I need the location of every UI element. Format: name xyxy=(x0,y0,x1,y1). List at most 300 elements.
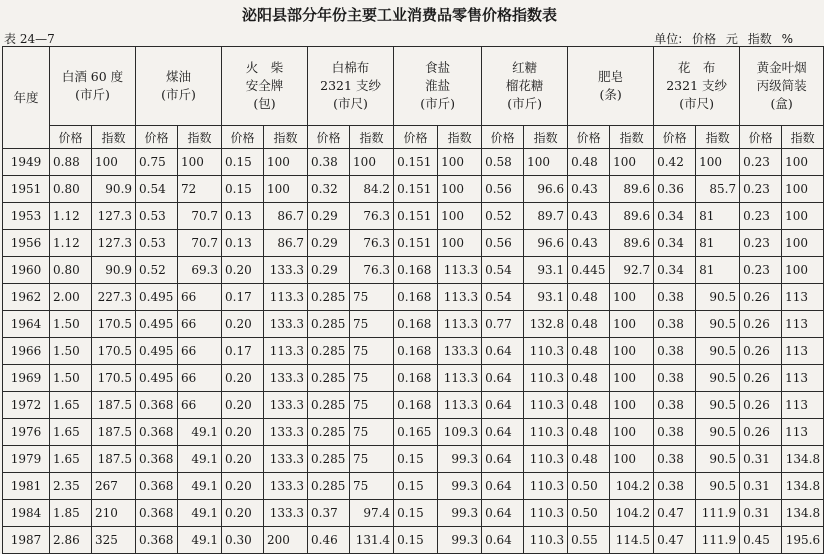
unit-price-unit: 元 xyxy=(725,32,738,46)
index-cell: 89.7 xyxy=(524,203,568,230)
price-cell: 0.64 xyxy=(482,500,524,527)
price-cell: 0.20 xyxy=(222,419,264,446)
price-cell: 2.35 xyxy=(50,473,92,500)
unit-price: 价格 xyxy=(692,32,717,46)
price-cell: 0.48 xyxy=(568,284,610,311)
product-header xyxy=(740,47,824,126)
price-cell: 0.80 xyxy=(50,257,92,284)
index-cell: 86.7 xyxy=(264,230,308,257)
index-cell: 75 xyxy=(350,284,394,311)
index-cell: 92.7 xyxy=(610,257,654,284)
price-cell: 0.53 xyxy=(136,203,178,230)
price-cell: 0.42 xyxy=(654,149,696,176)
index-cell: 81 xyxy=(696,203,740,230)
price-cell: 0.285 xyxy=(308,365,350,392)
price-cell: 0.36 xyxy=(654,176,696,203)
index-cell: 100 xyxy=(610,392,654,419)
price-cell: 1.12 xyxy=(50,203,92,230)
price-cell: 0.34 xyxy=(654,203,696,230)
price-cell: 0.26 xyxy=(740,338,782,365)
year-cell: 1956 xyxy=(3,230,50,257)
year-cell: 1966 xyxy=(3,338,50,365)
price-cell: 0.165 xyxy=(394,419,438,446)
page-title: 泌阳县部分年份主要工业消费品零售价格指数表 xyxy=(241,6,557,24)
index-cell: 72 xyxy=(178,176,222,203)
price-cell: 0.151 xyxy=(394,203,438,230)
index-cell: 75 xyxy=(350,392,394,419)
product-header-line: (市斤) xyxy=(507,96,542,111)
table-number: 表 24—7 xyxy=(4,32,55,46)
product-header-line: (市尺) xyxy=(333,96,368,111)
price-cell: 0.56 xyxy=(482,176,524,203)
product-header-line: 黄金叶烟 xyxy=(756,60,807,75)
price-cell: 0.20 xyxy=(222,365,264,392)
price-cell: 0.77 xyxy=(482,311,524,338)
price-cell: 0.285 xyxy=(308,338,350,365)
index-cell: 75 xyxy=(350,311,394,338)
price-cell: 0.368 xyxy=(136,500,178,527)
index-cell: 90.5 xyxy=(696,338,740,365)
price-cell: 0.53 xyxy=(136,230,178,257)
year-cell: 1962 xyxy=(3,284,50,311)
index-cell: 100 xyxy=(92,149,136,176)
price-cell: 0.31 xyxy=(740,473,782,500)
price-cell: 0.495 xyxy=(136,284,178,311)
index-cell: 66 xyxy=(178,392,222,419)
price-cell: 0.15 xyxy=(222,176,264,203)
index-cell: 90.5 xyxy=(696,311,740,338)
index-subheader: 指数 xyxy=(350,126,394,149)
index-cell: 99.3 xyxy=(438,527,482,554)
index-subheader: 指数 xyxy=(438,126,482,149)
price-index-table xyxy=(2,46,824,554)
price-cell: 0.52 xyxy=(482,203,524,230)
price-cell: 0.54 xyxy=(136,176,178,203)
index-cell: 81 xyxy=(696,257,740,284)
price-cell: 0.168 xyxy=(394,284,438,311)
product-header-line: 食盐 xyxy=(425,60,451,75)
price-cell: 0.168 xyxy=(394,257,438,284)
index-cell: 100 xyxy=(524,149,568,176)
index-cell: 70.7 xyxy=(178,230,222,257)
index-cell: 89.6 xyxy=(610,230,654,257)
price-cell: 0.48 xyxy=(568,149,610,176)
index-cell: 325 xyxy=(92,527,136,554)
year-cell: 1953 xyxy=(3,203,50,230)
index-cell: 100 xyxy=(610,149,654,176)
price-cell: 0.31 xyxy=(740,446,782,473)
index-cell: 70.7 xyxy=(178,203,222,230)
price-cell: 0.38 xyxy=(654,419,696,446)
index-cell: 134.8 xyxy=(782,500,824,527)
index-cell: 133.3 xyxy=(264,392,308,419)
price-cell: 0.38 xyxy=(654,365,696,392)
index-cell: 134.8 xyxy=(782,473,824,500)
table-row xyxy=(3,149,824,176)
index-cell: 170.5 xyxy=(92,311,136,338)
product-header-line: (市斤) xyxy=(161,87,196,102)
price-cell: 0.38 xyxy=(654,392,696,419)
index-cell: 100 xyxy=(438,203,482,230)
price-cell: 0.48 xyxy=(568,338,610,365)
index-cell: 93.1 xyxy=(524,257,568,284)
product-header-line: 2321 支纱 xyxy=(320,78,381,93)
price-cell: 0.23 xyxy=(740,176,782,203)
price-cell: 0.13 xyxy=(222,230,264,257)
price-cell: 0.23 xyxy=(740,257,782,284)
price-cell: 0.38 xyxy=(308,149,350,176)
index-cell: 100 xyxy=(610,419,654,446)
unit-label: 单位: xyxy=(654,32,683,46)
price-cell: 0.368 xyxy=(136,527,178,554)
price-cell: 0.29 xyxy=(308,203,350,230)
price-cell: 0.20 xyxy=(222,446,264,473)
price-cell: 0.285 xyxy=(308,311,350,338)
index-cell: 100 xyxy=(610,311,654,338)
year-cell: 1949 xyxy=(3,149,50,176)
index-cell: 170.5 xyxy=(92,365,136,392)
price-cell: 0.495 xyxy=(136,365,178,392)
product-header-line: 2321 支纱 xyxy=(666,78,728,93)
index-cell: 96.6 xyxy=(524,230,568,257)
index-cell: 127.3 xyxy=(92,230,136,257)
price-cell: 0.38 xyxy=(654,446,696,473)
index-cell: 132.8 xyxy=(524,311,568,338)
product-header xyxy=(394,47,482,126)
index-cell: 113.3 xyxy=(264,338,308,365)
index-subheader: 指数 xyxy=(610,126,654,149)
index-cell: 210 xyxy=(92,500,136,527)
index-cell: 100 xyxy=(610,446,654,473)
index-cell: 89.6 xyxy=(610,203,654,230)
index-cell: 104.2 xyxy=(610,473,654,500)
product-header-line: 煤油 xyxy=(166,69,192,84)
index-cell: 187.5 xyxy=(92,446,136,473)
price-cell: 0.15 xyxy=(394,473,438,500)
price-cell: 0.50 xyxy=(568,473,610,500)
index-cell: 100 xyxy=(350,149,394,176)
price-cell: 0.80 xyxy=(50,176,92,203)
price-cell: 0.88 xyxy=(50,149,92,176)
price-cell: 1.85 xyxy=(50,500,92,527)
index-cell: 133.3 xyxy=(264,257,308,284)
index-cell: 100 xyxy=(782,149,824,176)
index-cell: 76.3 xyxy=(350,203,394,230)
price-cell: 0.54 xyxy=(482,257,524,284)
index-cell: 133.3 xyxy=(264,311,308,338)
index-cell: 49.1 xyxy=(178,446,222,473)
price-cell: 0.20 xyxy=(222,500,264,527)
index-cell: 111.9 xyxy=(696,500,740,527)
index-cell: 133.3 xyxy=(264,365,308,392)
product-header-line: (条) xyxy=(599,87,622,102)
index-cell: 187.5 xyxy=(92,392,136,419)
price-cell: 0.47 xyxy=(654,527,696,554)
product-header xyxy=(308,47,394,126)
product-header-line: 榴花糖 xyxy=(505,78,544,93)
index-cell: 76.3 xyxy=(350,257,394,284)
index-subheader: 指数 xyxy=(178,126,222,149)
index-cell: 100 xyxy=(438,230,482,257)
index-cell: 90.5 xyxy=(696,473,740,500)
index-cell: 100 xyxy=(178,149,222,176)
index-cell: 99.3 xyxy=(438,500,482,527)
price-cell: 0.285 xyxy=(308,284,350,311)
index-cell: 81 xyxy=(696,230,740,257)
price-cell: 0.26 xyxy=(740,311,782,338)
price-cell: 0.50 xyxy=(568,500,610,527)
product-header xyxy=(136,47,222,126)
index-cell: 66 xyxy=(178,284,222,311)
price-cell: 0.64 xyxy=(482,446,524,473)
table-row xyxy=(3,230,824,257)
table-row xyxy=(3,419,824,446)
index-cell: 100 xyxy=(264,149,308,176)
price-cell: 0.75 xyxy=(136,149,178,176)
index-cell: 113.3 xyxy=(438,365,482,392)
price-cell: 0.37 xyxy=(308,500,350,527)
year-cell: 1972 xyxy=(3,392,50,419)
price-cell: 0.168 xyxy=(394,365,438,392)
index-cell: 85.7 xyxy=(696,176,740,203)
index-cell: 96.6 xyxy=(524,176,568,203)
index-cell: 100 xyxy=(782,257,824,284)
price-cell: 0.168 xyxy=(394,338,438,365)
index-cell: 69.3 xyxy=(178,257,222,284)
index-cell: 86.7 xyxy=(264,203,308,230)
price-cell: 0.48 xyxy=(568,446,610,473)
price-cell: 0.26 xyxy=(740,419,782,446)
year-cell: 1981 xyxy=(3,473,50,500)
product-header-line: (市斤) xyxy=(420,96,455,111)
index-cell: 133.3 xyxy=(264,419,308,446)
index-cell: 133.3 xyxy=(264,446,308,473)
price-cell: 0.55 xyxy=(568,527,610,554)
year-header: 年度 xyxy=(3,47,50,149)
price-cell: 0.48 xyxy=(568,419,610,446)
price-cell: 0.45 xyxy=(740,527,782,554)
price-cell: 2.86 xyxy=(50,527,92,554)
index-cell: 97.4 xyxy=(350,500,394,527)
index-cell: 100 xyxy=(782,203,824,230)
price-cell: 0.47 xyxy=(654,500,696,527)
price-cell: 0.368 xyxy=(136,473,178,500)
price-cell: 0.15 xyxy=(394,500,438,527)
table-row xyxy=(3,311,824,338)
price-subheader: 价格 xyxy=(50,126,92,149)
price-subheader: 价格 xyxy=(136,126,178,149)
table-row xyxy=(3,500,824,527)
index-cell: 49.1 xyxy=(178,419,222,446)
price-cell: 0.495 xyxy=(136,311,178,338)
price-cell: 0.151 xyxy=(394,230,438,257)
table-row xyxy=(3,392,824,419)
index-cell: 100 xyxy=(264,176,308,203)
price-cell: 0.20 xyxy=(222,311,264,338)
index-cell: 113.3 xyxy=(438,392,482,419)
product-header xyxy=(482,47,568,126)
price-cell: 0.495 xyxy=(136,338,178,365)
index-cell: 200 xyxy=(264,527,308,554)
year-cell: 1987 xyxy=(3,527,50,554)
table-row xyxy=(3,257,824,284)
price-cell: 0.48 xyxy=(568,311,610,338)
index-cell: 49.1 xyxy=(178,473,222,500)
index-cell: 75 xyxy=(350,365,394,392)
price-cell: 1.50 xyxy=(50,365,92,392)
index-cell: 113 xyxy=(782,392,824,419)
price-cell: 0.26 xyxy=(740,365,782,392)
price-cell: 1.65 xyxy=(50,419,92,446)
price-cell: 0.285 xyxy=(308,419,350,446)
price-cell: 0.32 xyxy=(308,176,350,203)
price-cell: 0.151 xyxy=(394,176,438,203)
price-cell: 0.20 xyxy=(222,257,264,284)
price-cell: 0.52 xyxy=(136,257,178,284)
index-cell: 90.5 xyxy=(696,284,740,311)
table-row xyxy=(3,338,824,365)
price-cell: 0.43 xyxy=(568,230,610,257)
price-cell: 0.38 xyxy=(654,473,696,500)
price-cell: 0.20 xyxy=(222,473,264,500)
index-cell: 133.3 xyxy=(264,500,308,527)
product-header-line: 丙级简装 xyxy=(756,78,807,93)
index-cell: 113.3 xyxy=(264,284,308,311)
index-cell: 113 xyxy=(782,365,824,392)
product-header-line: (市斤) xyxy=(75,87,110,102)
index-cell: 110.3 xyxy=(524,473,568,500)
price-cell: 1.50 xyxy=(50,338,92,365)
price-cell: 0.168 xyxy=(394,392,438,419)
price-subheader: 价格 xyxy=(222,126,264,149)
price-cell: 0.30 xyxy=(222,527,264,554)
index-cell: 187.5 xyxy=(92,419,136,446)
price-cell: 0.285 xyxy=(308,392,350,419)
index-subheader: 指数 xyxy=(264,126,308,149)
product-header-line: 白棉布 xyxy=(331,60,370,75)
index-cell: 113 xyxy=(782,338,824,365)
price-cell: 0.48 xyxy=(568,365,610,392)
unit-note xyxy=(648,30,793,47)
index-cell: 49.1 xyxy=(178,527,222,554)
price-cell: 0.26 xyxy=(740,392,782,419)
index-cell: 99.3 xyxy=(438,446,482,473)
product-header-line: 花 布 xyxy=(677,60,716,75)
index-cell: 90.5 xyxy=(696,392,740,419)
price-cell: 0.151 xyxy=(394,149,438,176)
year-cell: 1984 xyxy=(3,500,50,527)
index-cell: 75 xyxy=(350,419,394,446)
price-cell: 0.54 xyxy=(482,284,524,311)
index-cell: 131.4 xyxy=(350,527,394,554)
price-cell: 0.285 xyxy=(308,473,350,500)
index-cell: 110.3 xyxy=(524,527,568,554)
index-cell: 170.5 xyxy=(92,338,136,365)
price-subheader: 价格 xyxy=(568,126,610,149)
price-cell: 0.34 xyxy=(654,257,696,284)
index-cell: 113 xyxy=(782,284,824,311)
index-cell: 75 xyxy=(350,338,394,365)
price-cell: 1.12 xyxy=(50,230,92,257)
index-cell: 100 xyxy=(438,176,482,203)
price-cell: 0.17 xyxy=(222,284,264,311)
price-cell: 0.64 xyxy=(482,419,524,446)
price-cell: 0.23 xyxy=(740,230,782,257)
index-cell: 100 xyxy=(696,149,740,176)
year-cell: 1960 xyxy=(3,257,50,284)
year-cell: 1964 xyxy=(3,311,50,338)
index-cell: 113 xyxy=(782,311,824,338)
price-cell: 2.00 xyxy=(50,284,92,311)
index-cell: 111.9 xyxy=(696,527,740,554)
price-cell: 0.64 xyxy=(482,365,524,392)
index-cell: 113 xyxy=(782,419,824,446)
product-header xyxy=(50,47,136,126)
price-cell: 0.29 xyxy=(308,230,350,257)
index-cell: 195.6 xyxy=(782,527,824,554)
index-cell: 110.3 xyxy=(524,500,568,527)
table-row xyxy=(3,203,824,230)
table-row xyxy=(3,365,824,392)
index-cell: 227.3 xyxy=(92,284,136,311)
table-row xyxy=(3,473,824,500)
price-cell: 0.64 xyxy=(482,473,524,500)
product-header-line: 火 柴 xyxy=(245,60,284,75)
price-cell: 0.46 xyxy=(308,527,350,554)
price-subheader: 价格 xyxy=(482,126,524,149)
product-header-line: (包) xyxy=(253,96,276,111)
index-cell: 90.5 xyxy=(696,446,740,473)
index-cell: 100 xyxy=(610,365,654,392)
product-header xyxy=(654,47,740,126)
price-subheader: 价格 xyxy=(654,126,696,149)
index-cell: 109.3 xyxy=(438,419,482,446)
table-row xyxy=(3,284,824,311)
index-cell: 110.3 xyxy=(524,419,568,446)
price-cell: 1.65 xyxy=(50,392,92,419)
price-cell: 0.56 xyxy=(482,230,524,257)
price-subheader: 价格 xyxy=(740,126,782,149)
index-cell: 100 xyxy=(782,230,824,257)
price-cell: 0.368 xyxy=(136,392,178,419)
price-cell: 0.38 xyxy=(654,284,696,311)
price-cell: 0.29 xyxy=(308,257,350,284)
index-cell: 104.2 xyxy=(610,500,654,527)
index-subheader: 指数 xyxy=(782,126,824,149)
price-cell: 0.15 xyxy=(394,446,438,473)
index-subheader: 指数 xyxy=(524,126,568,149)
index-cell: 110.3 xyxy=(524,446,568,473)
product-header xyxy=(568,47,654,126)
price-subheader: 价格 xyxy=(394,126,438,149)
index-cell: 127.3 xyxy=(92,203,136,230)
year-cell: 1969 xyxy=(3,365,50,392)
table-row xyxy=(3,446,824,473)
index-cell: 110.3 xyxy=(524,338,568,365)
product-header-line: 安全牌 xyxy=(245,78,284,93)
index-cell: 90.9 xyxy=(92,257,136,284)
index-cell: 84.2 xyxy=(350,176,394,203)
index-cell: 110.3 xyxy=(524,365,568,392)
price-cell: 0.23 xyxy=(740,203,782,230)
price-cell: 0.43 xyxy=(568,176,610,203)
index-cell: 113.3 xyxy=(438,284,482,311)
price-cell: 0.34 xyxy=(654,230,696,257)
index-cell: 100 xyxy=(782,176,824,203)
index-cell: 133.3 xyxy=(438,338,482,365)
product-header-line: 肥皂 xyxy=(598,69,624,84)
index-cell: 114.5 xyxy=(610,527,654,554)
